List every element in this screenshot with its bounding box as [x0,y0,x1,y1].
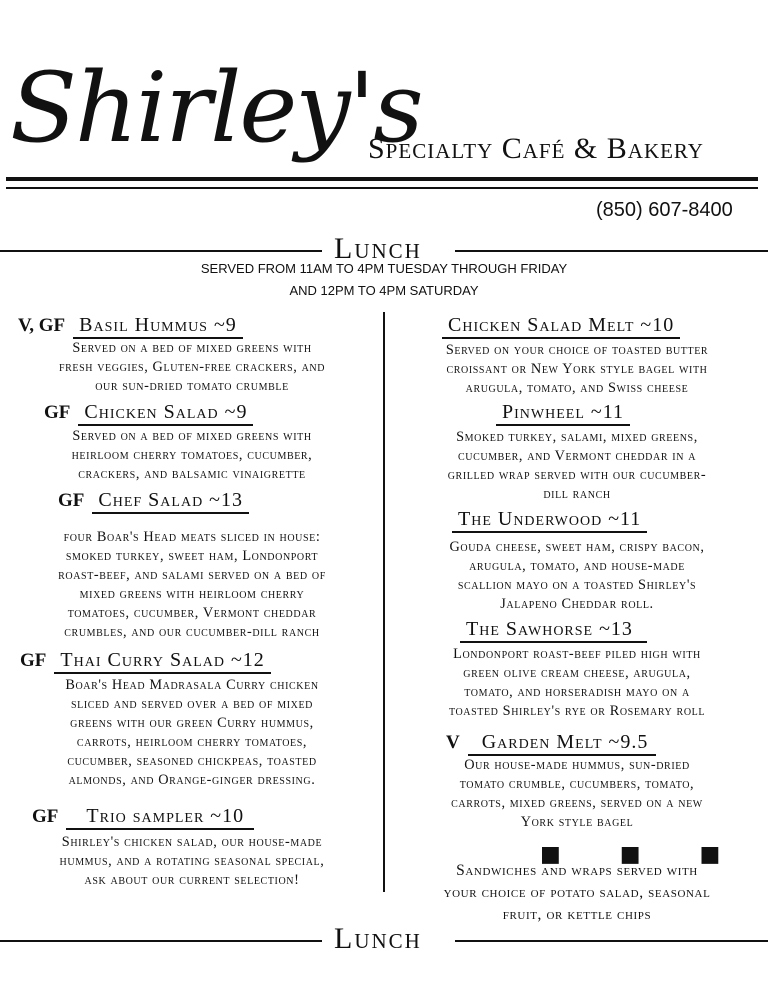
menu-item-title [496,400,630,426]
menu-item-title [452,507,647,533]
item-name: Thai Curry Salad ~12 [54,648,270,674]
diet-tag: V [446,732,460,753]
item-name: The Sawhorse ~13 [460,617,647,643]
cafe-subtitle: Specialty Café & Bakery [368,132,704,165]
desc-line: toasted Shirley's rye or Rosemary roll [448,703,706,719]
desc-line: carrots, heirloom cherry tomatoes, [76,734,308,750]
desc-line: mixed greens with heirloom cherry [79,586,305,602]
desc-line: fruit, or kettle chips [502,906,652,923]
diet-tag: V, GF [18,315,66,336]
menu-item-title [58,488,249,514]
menu-item-title [20,648,271,674]
item-description [392,428,762,504]
footer-note [392,860,762,926]
item-name: Trio sampler ~10 [66,804,254,830]
item-name: The Underwood ~11 [452,507,647,533]
separator-dots: ■ ■ ■ [540,842,747,867]
diet-tag: GF [32,806,59,827]
desc-line: crumbles, and our cucumber-dill ranch [64,624,320,640]
desc-line: smoked turkey, sweet ham, Londonport [65,548,319,564]
item-description [8,339,376,396]
menu-item-title [18,313,243,339]
desc-line: dill ranch [543,486,611,502]
item-description [8,427,376,484]
menu-item-title [32,804,254,830]
desc-line: tomatoes, cucumber, Vermont cheddar [67,605,317,621]
desc-line: croissant or New York style bagel with [446,361,708,377]
item-description [8,676,376,790]
desc-line: Sandwiches and wraps served with [456,862,698,879]
desc-line: Served on your choice of toasted butter [445,342,709,358]
desc-line: Gouda cheese, sweet ham, crispy bacon, [449,539,705,555]
section-rule-left [0,250,322,252]
phone-number: (850) 607-8400 [596,199,733,221]
desc-line: greens with our green Curry hummus, [70,715,314,731]
desc-line: fresh veggies, Gluten-free crackers, and [58,359,326,375]
item-description [392,538,762,614]
desc-line: Our house-made hummus, sun-dried [464,757,690,773]
menu-item-title [442,313,680,339]
desc-line: Jalapeno Cheddar roll. [500,596,654,612]
desc-line: arugula, tomato, and house-made [469,558,685,574]
column-divider [383,312,385,892]
section-rule-right [455,250,768,252]
desc-line: our sun-dried tomato crumble [95,378,289,394]
footer-rule-left [0,940,322,942]
desc-line: York style bagel [520,814,634,830]
item-name: Chicken Salad Melt ~10 [442,313,680,339]
desc-line: roast-beef, and salami served on a bed of [58,567,326,583]
diet-tag: GF [20,650,47,671]
section-title: Lunch [334,232,422,265]
desc-line: grilled wrap served with our cucumber- [447,467,707,483]
item-name: Basil Hummus ~9 [73,313,243,339]
item-description [392,341,762,398]
item-description [8,833,376,890]
logo: Shirley's [9,52,422,164]
desc-line: sliced and served over a bed of mixed [71,696,313,712]
item-description [392,756,762,832]
menu-item-title [460,617,647,643]
desc-line: Boar's Head Madrasala Curry chicken [65,677,319,693]
desc-line: tomato crumble, cucumbers, tomato, [459,776,695,792]
desc-line: Served on a bed of mixed greens with [72,340,312,356]
desc-line: scallion mayo on a toasted Shirley's [457,577,697,593]
item-description [8,528,376,642]
item-name: Garden Melt ~9.5 [468,730,657,756]
hours-line-1: SERVED FROM 11AM TO 4PM TUESDAY THROUGH FRIDAY [200,261,568,276]
desc-line: Smoked turkey, salami, mixed greens, [456,429,698,445]
footer-section-title: Lunch [334,922,422,955]
desc-line: Londonport roast-beef piled high with [453,646,701,662]
header-bar-thin [6,187,758,189]
item-name: Chef Salad ~13 [92,488,249,514]
desc-line: hummus, and a rotating seasonal special, [59,853,325,869]
desc-line: cucumber, seasoned chickpeas, toasted [67,753,317,769]
diet-tag: GF [58,490,85,511]
desc-line: crackers, and balsamic vinaigrette [78,466,306,482]
desc-line: arugula, tomato, and Swiss cheese [465,380,689,396]
desc-line: cucumber, and Vermont cheddar in a [457,448,697,464]
header-bar [6,177,758,181]
desc-line: your choice of potato salad, seasonal [443,884,711,901]
desc-line: tomato, and horseradish mayo on a [464,684,690,700]
desc-line: ask about our current selection! [84,872,300,888]
item-description [392,645,762,721]
hours-line-2: AND 12PM TO 4PM SATURDAY [289,283,479,298]
menu-item-title [44,400,253,426]
desc-line: Served on a bed of mixed greens with [72,428,312,444]
desc-line: green olive cream cheese, arugula, [463,665,691,681]
desc-line: almonds, and Orange-ginger dressing. [68,772,316,788]
menu-item-title [446,730,656,756]
diet-tag: GF [44,402,71,423]
item-name: Chicken Salad ~9 [78,400,253,426]
desc-line: carrots, mixed greens, served on a new [451,795,703,811]
item-name: Pinwheel ~11 [496,400,630,426]
desc-line: four Boar's Head meats sliced in house: [63,529,321,545]
desc-line: heirloom cherry tomatoes, cucumber, [71,447,313,463]
footer-rule-right [455,940,768,942]
desc-line: Shirley's chicken salad, our house-made [61,834,323,850]
